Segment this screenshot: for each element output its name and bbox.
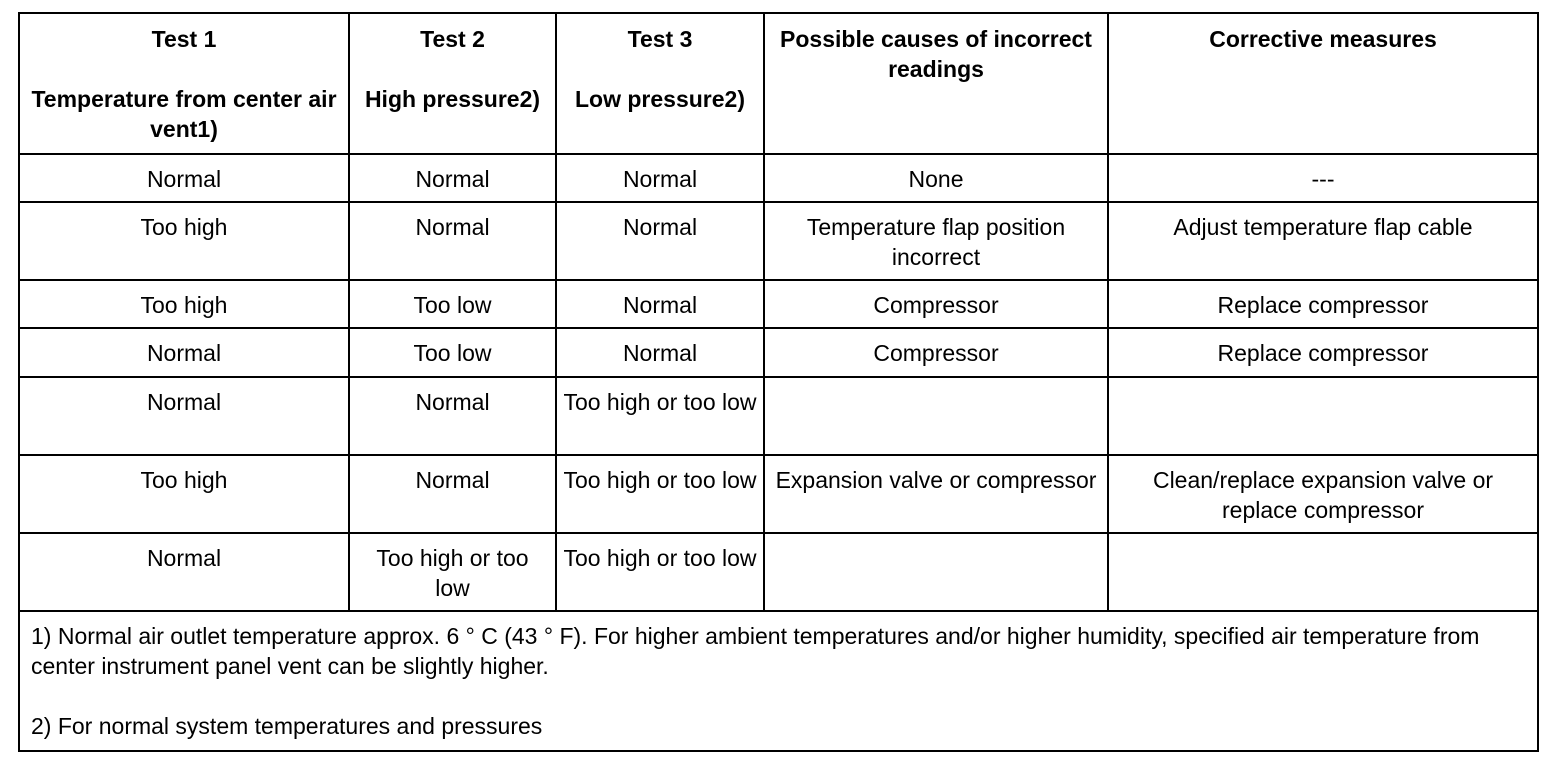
table-row	[19, 328, 1538, 377]
cell-test1: Normal	[19, 377, 349, 455]
cell-test2: Too low	[349, 280, 556, 328]
cell-test3: Normal	[556, 202, 764, 280]
cell-corrective-measure: Adjust temperature flap cable	[1108, 202, 1538, 280]
cell-test3: Normal	[556, 328, 764, 377]
table-row	[19, 455, 1538, 533]
diagnostic-table	[18, 12, 1539, 752]
cell-test1: Too high	[19, 202, 349, 280]
cell-test3: Normal	[556, 280, 764, 328]
cell-test1: Too high	[19, 280, 349, 328]
cell-test1: Normal	[19, 328, 349, 377]
cell-test2: Normal	[349, 377, 556, 455]
header-row	[19, 13, 1538, 154]
cell-test2: Too low	[349, 328, 556, 377]
cell-possible-cause: None	[764, 154, 1108, 202]
table-body	[19, 154, 1538, 751]
table-row	[19, 377, 1538, 455]
header-corrective-measures	[1108, 13, 1538, 154]
cell-possible-cause	[764, 533, 1108, 611]
table-row	[19, 280, 1538, 328]
cell-test3: Too high or too low	[556, 533, 764, 611]
header-test3-title: Test 3	[627, 26, 693, 52]
footnote-2: 2) For normal system temperatures and pressures	[31, 713, 543, 739]
table-row	[19, 202, 1538, 280]
header-test1-title: Test 1	[151, 26, 217, 52]
header-test1-subtitle: Temperature from center air vent1)	[31, 86, 337, 142]
footnote-1: 1) Normal air outlet temperature approx. 6 ° C (43 ° F). For higher ambient temperatures and/or higher humidity, specified air temperature from center instrument panel vent can be slightly higher.	[31, 623, 1480, 679]
header-corrective-measures-title: Corrective measures	[1209, 26, 1437, 52]
header-test3	[556, 13, 764, 154]
cell-corrective-measure: Replace compressor	[1108, 328, 1538, 377]
table-row	[19, 533, 1538, 611]
cell-test3: Too high or too low	[556, 455, 764, 533]
cell-test2: Too high or too low	[349, 533, 556, 611]
cell-corrective-measure	[1108, 377, 1538, 455]
header-test2-subtitle: High pressure2)	[364, 86, 541, 112]
cell-corrective-measure: ---	[1108, 154, 1538, 202]
header-test2-title: Test 2	[420, 26, 485, 52]
header-possible-causes	[764, 13, 1108, 154]
cell-possible-cause: Temperature flap position incorrect	[764, 202, 1108, 280]
cell-corrective-measure: Replace compressor	[1108, 280, 1538, 328]
header-test1	[19, 13, 349, 154]
cell-corrective-measure	[1108, 533, 1538, 611]
cell-corrective-measure: Clean/replace expansion valve or replace compressor	[1108, 455, 1538, 533]
table-header	[19, 13, 1538, 154]
cell-test3: Normal	[556, 154, 764, 202]
cell-test1: Too high	[19, 455, 349, 533]
cell-possible-cause	[764, 377, 1108, 455]
notes-row	[19, 611, 1538, 751]
cell-test3: Too high or too low	[556, 377, 764, 455]
table-footnotes	[19, 611, 1538, 751]
cell-test2: Normal	[349, 202, 556, 280]
table-row	[19, 154, 1538, 202]
cell-test1: Normal	[19, 533, 349, 611]
cell-possible-cause: Compressor	[764, 328, 1108, 377]
header-possible-causes-title: Possible causes of incorrect readings	[780, 26, 1092, 82]
cell-test2: Normal	[349, 455, 556, 533]
cell-test2: Normal	[349, 154, 556, 202]
header-test2	[349, 13, 556, 154]
cell-test1: Normal	[19, 154, 349, 202]
cell-possible-cause: Compressor	[764, 280, 1108, 328]
header-test3-subtitle: Low pressure2)	[575, 86, 745, 112]
cell-possible-cause: Expansion valve or compressor	[764, 455, 1108, 533]
